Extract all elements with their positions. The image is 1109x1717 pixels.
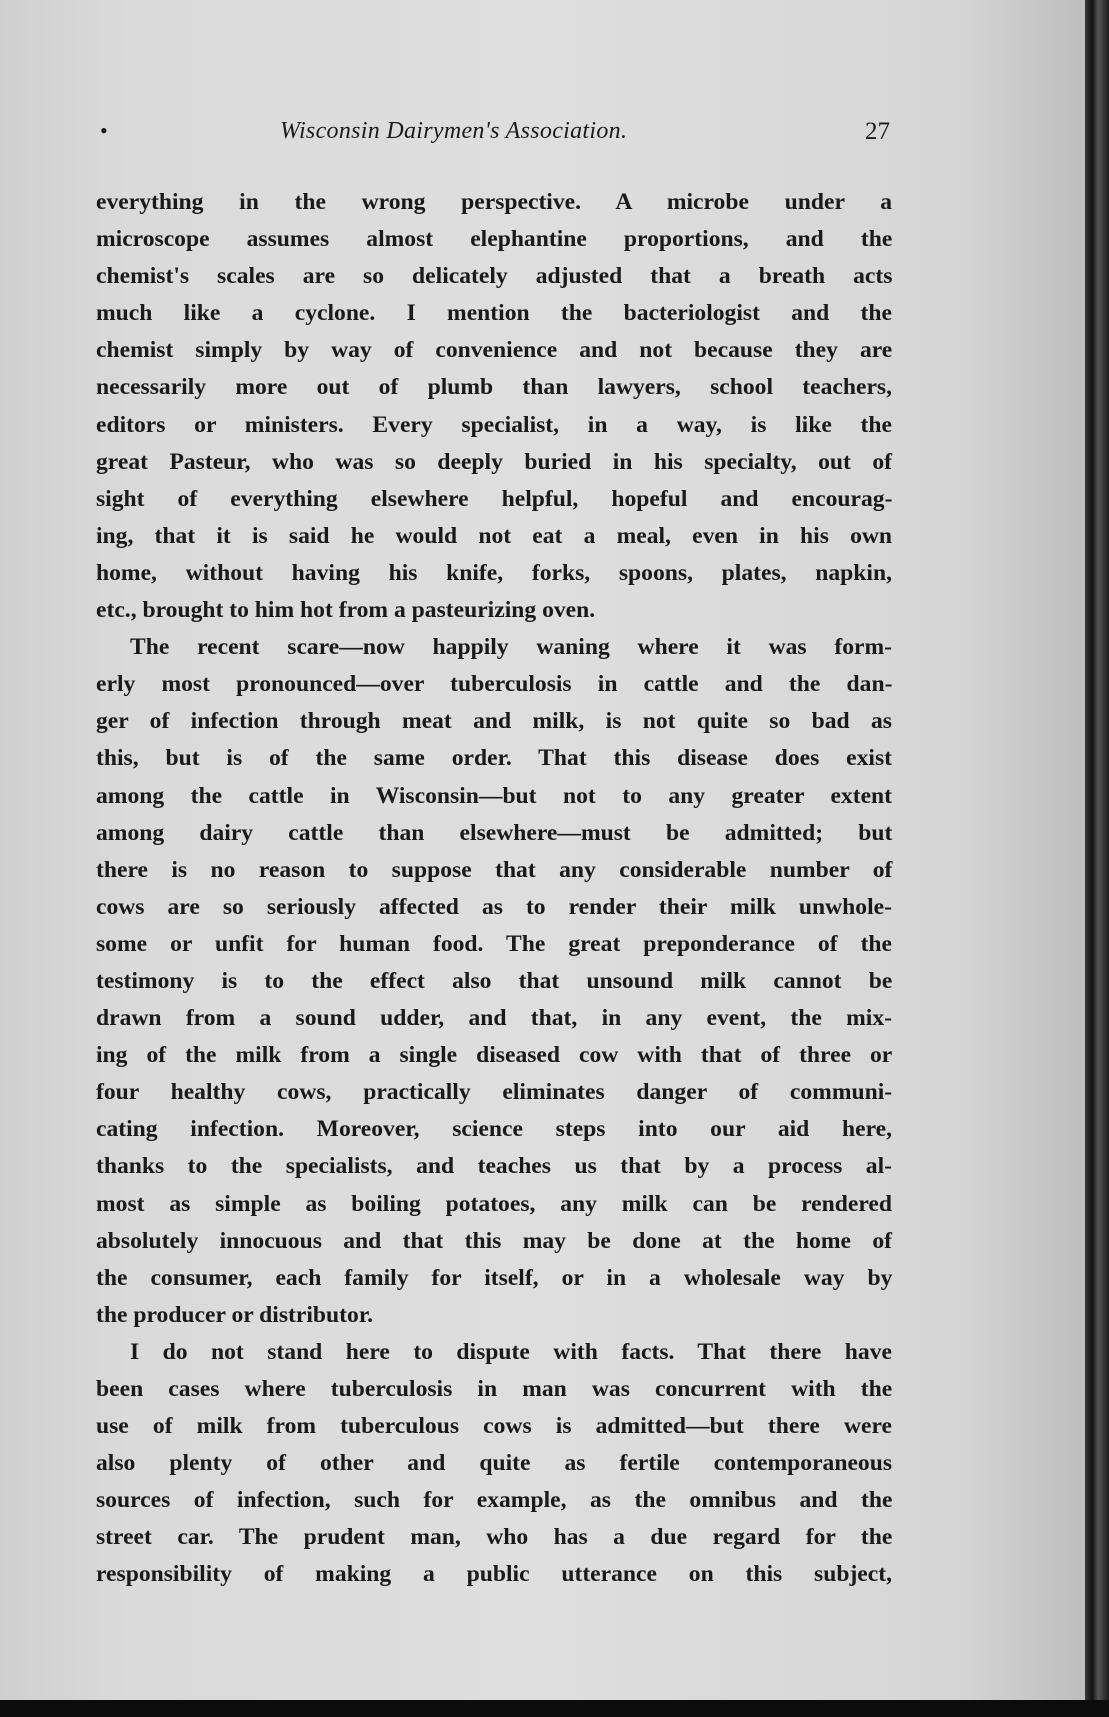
page-header <box>100 118 890 158</box>
book-binding-edge <box>1085 0 1109 1717</box>
text-line: this, but is of the same order. That this disease does exist <box>96 745 892 772</box>
text-line: ing of the milk from a single diseased cow with that of three or <box>96 1042 893 1069</box>
text-line: chemist's scales are so delicately adjusted that a breath acts <box>96 263 893 290</box>
paragraph-3 <box>96 1334 892 1594</box>
text-line: sources of infection, such for example, as the omnibus and the <box>96 1487 893 1514</box>
text-line: ger of infection through meat and milk, is not quite so bad as <box>96 708 892 735</box>
text-line: thanks to the specialists, and teaches us that by a process al- <box>96 1153 892 1180</box>
text-line: erly most pronounced—over tuberculosis in cattle and the dan- <box>96 671 893 698</box>
text-line: I do not stand here to dispute with facts. That there have <box>130 1338 892 1365</box>
text-line: the consumer, each family for itself, or in a wholesale way by <box>96 1264 893 1291</box>
text-line: use of milk from tuberculous cows is admitted—but there were <box>96 1413 892 1440</box>
text-line: cows are so seriously affected as to render their milk unwhole- <box>96 893 892 920</box>
text-line: chemist simply by way of convenience and not because they are <box>96 337 893 364</box>
text-line: there is no reason to suppose that any considerable number of <box>96 856 893 883</box>
text-line: etc., brought to him hot from a pasteurizing oven. <box>96 597 596 624</box>
text-line: cating infection. Moreover, science steps into our aid here, <box>96 1116 892 1143</box>
text-line: four healthy cows, practically eliminates danger of communi- <box>96 1079 893 1106</box>
text-line: ing, that it is said he would not eat a meal, even in his own <box>96 522 893 549</box>
stray-mark: • <box>100 118 108 143</box>
paragraph-2 <box>96 629 892 1334</box>
text-line: The recent scare—now happily waning where it was form- <box>130 634 892 661</box>
scan-bottom-edge <box>0 1700 1109 1717</box>
text-line: much like a cyclone. I mention the bacteriologist and the <box>96 300 892 327</box>
text-line: the producer or distributor. <box>96 1301 374 1328</box>
text-line: testimony is to the effect also that unsound milk cannot be <box>96 967 893 994</box>
text-line: responsibility of making a public utterance on this subject, <box>96 1561 892 1588</box>
body-text <box>96 184 892 1594</box>
text-line: drawn from a sound udder, and that, in any event, the mix- <box>96 1005 892 1032</box>
text-line: necessarily more out of plumb than lawyers, school teachers, <box>96 374 893 401</box>
text-line: great Pasteur, who was so deeply buried in his specialty, out of <box>96 448 892 475</box>
text-line: editors or ministers. Every specialist, in a way, is like the <box>96 411 892 438</box>
page-number: 27 <box>865 118 890 145</box>
text-line: most as simple as boiling potatoes, any milk can be rendered <box>96 1190 892 1217</box>
text-line: among dairy cattle than elsewhere—must be admitted; but <box>96 819 893 846</box>
text-line: some or unfit for human food. The great preponderance of the <box>96 930 893 957</box>
text-line: sight of everything elsewhere helpful, hopeful and encourag- <box>96 485 893 512</box>
text-line: street car. The prudent man, who has a due regard for the <box>96 1524 893 1551</box>
text-line: absolutely innocuous and that this may be done at the home of <box>96 1227 892 1254</box>
text-line: also plenty of other and quite as fertile contemporaneous <box>96 1450 893 1477</box>
text-line: everything in the wrong perspective. A microbe under a <box>96 189 892 215</box>
text-line: home, without having his knife, forks, spoons, plates, napkin, <box>96 559 892 586</box>
paragraph-1 <box>96 184 892 629</box>
text-line: among the cattle in Wisconsin—but not to any greater extent <box>96 782 893 809</box>
text-line: been cases where tuberculosis in man was concurrent with the <box>96 1376 893 1402</box>
running-title: Wisconsin Dairymen's Association. <box>280 118 628 144</box>
text-line: microscope assumes almost elephantine proportions, and the <box>96 226 893 253</box>
